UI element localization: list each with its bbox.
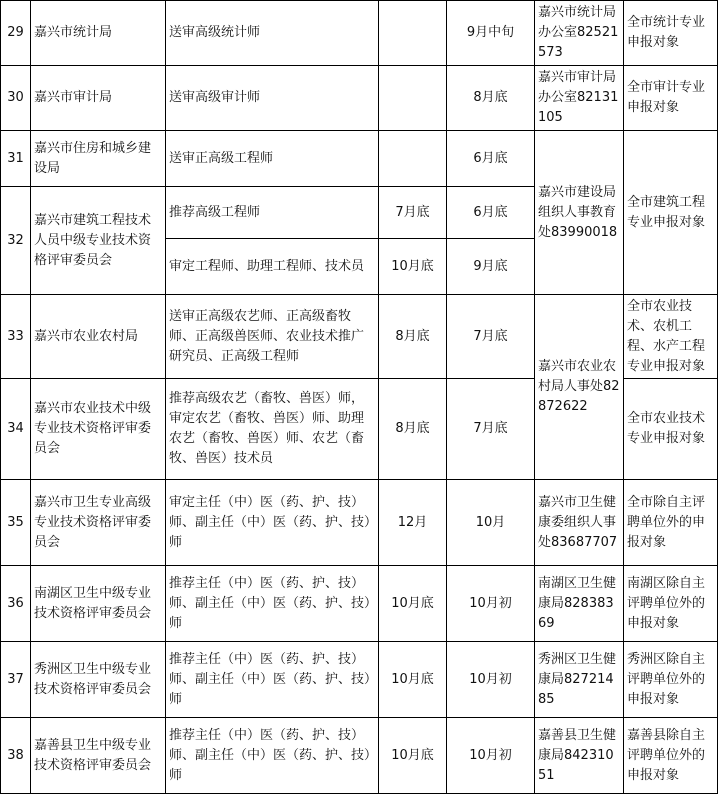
scope-cell: 全市农业技术、农机工程、水产工程专业申报对象 — [624, 295, 718, 379]
table-row — [1, 66, 718, 131]
deadline-cell — [379, 66, 447, 131]
unit-cell: 嘉善县卫生中级专业技术资格评审委员会 — [31, 718, 166, 794]
unit-cell: 南湖区卫生中级专业技术资格评审委员会 — [31, 566, 166, 642]
table-row — [1, 718, 718, 794]
row-number: 34 — [1, 379, 31, 480]
scope-cell: 南湖区除自主评聘单位外的申报对象 — [624, 566, 718, 642]
title-cell: 审定工程师、助理工程师、技术员 — [166, 239, 379, 295]
table-row — [1, 480, 718, 566]
contact-cell: 嘉兴市农业农村局人事处82872622 — [535, 295, 624, 480]
scope-cell: 全市农业技术专业申报对象 — [624, 379, 718, 480]
table-row — [1, 295, 718, 379]
date-cell: 8月底 — [447, 66, 535, 131]
title-cell: 推荐主任（中）医（药、护、技）师、副主任（中）医（药、护、技）师 — [166, 566, 379, 642]
title-cell: 送审正高级农艺师、正高级畜牧师、正高级兽医师、农业技术推广研究员、正高级工程师 — [166, 295, 379, 379]
title-cell: 推荐主任（中）医（药、护、技）师、副主任（中）医（药、护、技）师 — [166, 642, 379, 718]
scope-cell: 全市除自主评聘单位外的申报对象 — [624, 480, 718, 566]
date-cell: 10月初 — [447, 718, 535, 794]
table-row — [1, 1, 718, 66]
unit-cell: 秀洲区卫生中级专业技术资格评审委员会 — [31, 642, 166, 718]
row-number: 30 — [1, 66, 31, 131]
title-cell: 送审高级统计师 — [166, 1, 379, 66]
scope-cell: 全市审计专业申报对象 — [624, 66, 718, 131]
scope-cell: 全市建筑工程专业申报对象 — [624, 131, 718, 295]
deadline-cell: 8月底 — [379, 379, 447, 480]
date-cell: 10月初 — [447, 642, 535, 718]
row-number: 31 — [1, 131, 31, 187]
deadline-cell: 10月底 — [379, 642, 447, 718]
row-number: 35 — [1, 480, 31, 566]
row-number: 38 — [1, 718, 31, 794]
unit-cell: 嘉兴市卫生专业高级专业技术资格评审委员会 — [31, 480, 166, 566]
deadline-cell: 10月底 — [379, 239, 447, 295]
contact-cell: 嘉兴市建设局组织人事教育处83990018 — [535, 131, 624, 295]
scope-cell: 嘉善县除自主评聘单位外的申报对象 — [624, 718, 718, 794]
unit-cell: 嘉兴市统计局 — [31, 1, 166, 66]
deadline-cell: 12月 — [379, 480, 447, 566]
date-cell: 7月底 — [447, 295, 535, 379]
row-number: 33 — [1, 295, 31, 379]
contact-cell: 嘉善县卫生健康局84231051 — [535, 718, 624, 794]
deadline-cell — [379, 1, 447, 66]
deadline-cell: 7月底 — [379, 187, 447, 239]
unit-cell: 嘉兴市审计局 — [31, 66, 166, 131]
deadline-cell: 10月底 — [379, 718, 447, 794]
row-number: 32 — [1, 187, 31, 295]
title-cell: 推荐高级农艺（畜牧、兽医）师，审定农艺（畜牧、兽医）师、助理农艺（畜牧、兽医）师、农艺（畜牧、兽医）技术员 — [166, 379, 379, 480]
deadline-cell: 10月底 — [379, 566, 447, 642]
contact-cell: 嘉兴市审计局办公室82131105 — [535, 66, 624, 131]
unit-cell: 嘉兴市建筑工程技术人员中级专业技术资格评审委员会 — [31, 187, 166, 295]
date-cell: 6月底 — [447, 131, 535, 187]
date-cell: 9月中旬 — [447, 1, 535, 66]
table-row — [1, 131, 718, 187]
date-cell: 10月 — [447, 480, 535, 566]
scope-cell: 秀洲区除自主评聘单位外的申报对象 — [624, 642, 718, 718]
date-cell: 10月初 — [447, 566, 535, 642]
deadline-cell: 8月底 — [379, 295, 447, 379]
contact-cell: 嘉兴市统计局办公室82521573 — [535, 1, 624, 66]
date-cell: 6月底 — [447, 187, 535, 239]
contact-cell: 秀洲区卫生健康局82721485 — [535, 642, 624, 718]
unit-cell: 嘉兴市农业农村局 — [31, 295, 166, 379]
title-cell: 送审正高级工程师 — [166, 131, 379, 187]
date-cell: 7月底 — [447, 379, 535, 480]
unit-cell: 嘉兴市住房和城乡建设局 — [31, 131, 166, 187]
table-row — [1, 642, 718, 718]
title-cell: 送审高级审计师 — [166, 66, 379, 131]
contact-cell: 南湖区卫生健康局82838369 — [535, 566, 624, 642]
table-row — [1, 566, 718, 642]
scope-cell: 全市统计专业申报对象 — [624, 1, 718, 66]
row-number: 36 — [1, 566, 31, 642]
row-number: 37 — [1, 642, 31, 718]
deadline-cell — [379, 131, 447, 187]
contact-cell: 嘉兴市卫生健康委组织人事处83687707 — [535, 480, 624, 566]
date-cell: 9月底 — [447, 239, 535, 295]
title-cell: 审定主任（中）医（药、护、技）师、副主任（中）医（药、护、技）师 — [166, 480, 379, 566]
unit-cell: 嘉兴市农业技术中级专业技术资格评审委员会 — [31, 379, 166, 480]
row-number: 29 — [1, 1, 31, 66]
title-cell: 推荐高级工程师 — [166, 187, 379, 239]
title-cell: 推荐主任（中）医（药、护、技）师、副主任（中）医（药、护、技）师 — [166, 718, 379, 794]
